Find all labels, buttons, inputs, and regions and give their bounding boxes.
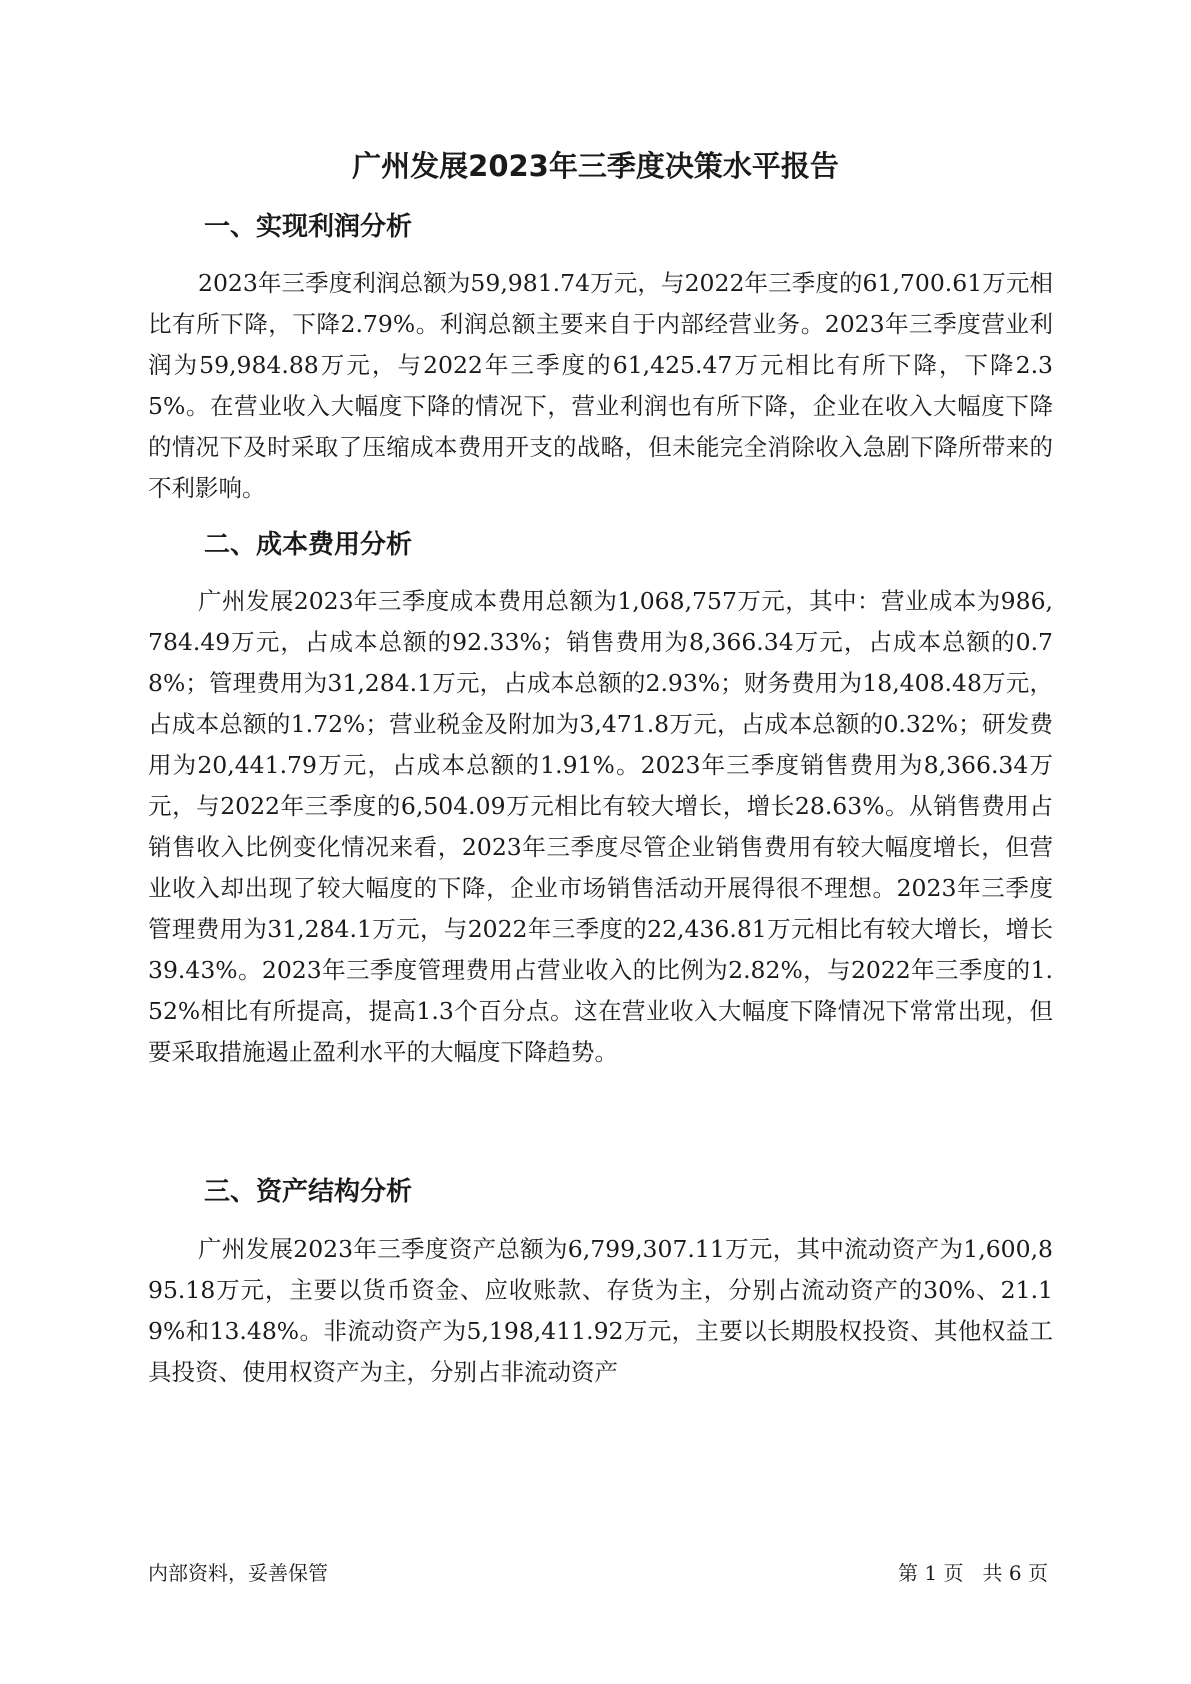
section-paragraph-profit: 2023年三季度利润总额为59,981.74万元，与2022年三季度的61,700.61万元相比有所下降，下降2.79%。利润总额主要来自于内部经营业务。2023年三季度营业利润为59,984.88万元，与2022年三季度的61,425.47万元相比有所下降，下降2.35%。在营业收入大幅度下降的情况下，营业利润也有所下降，企业在收入大幅度下降的情况下及时采取了压缩成本费用开支的战略，但未能完全消除收入急剧下降所带来的不利影响。: [148, 269, 1053, 502]
footer-confidential-note: 内部资料，妥善保管: [148, 1561, 328, 1585]
section-paragraph-assets: 广州发展2023年三季度资产总额为6,799,307.11万元，其中流动资产为1,600,895.18万元，主要以货币资金、应收账款、存货为主，分别占流动资产的30%、21.19%和13.48%。非流动资产为5,198,411.92万元，主要以长期股权投资、其他权益工具投资、使用权资产为主，分别占非流动资产: [148, 1235, 1053, 1386]
section-heading-cost: 二、成本费用分析: [204, 530, 413, 560]
section-heading-assets: 三、资产结构分析: [204, 1177, 413, 1207]
section-heading-profit: 一、实现利润分析: [204, 212, 413, 242]
section-paragraph-cost: 广州发展2023年三季度成本费用总额为1,068,757万元，其中：营业成本为986,784.49万元，占成本总额的92.33%；销售费用为8,366.34万元，占成本总额的0.78%；管理费用为31,284.1万元，占成本总额的2.93%；财务费用为18,408.48万元，占成本总额的1.72%；营业税金及附加为3,471.8万元，占成本总额的0.32%；研发费用为20,441.79万元，占成本总额的1.91%。2023年三季度销售费用为8,366.34万元，与2022年三季度的6,504.09万元相比有较大增长，增长28.63%。从销售费用占销售收入比例变化情况来看，2023年三季度尽管企业销售费用有较大幅度增长，但营业收入却出现了较大幅度的下降，企业市场销售活动开展得很不理想。2023年三季度管理费用为31,284.1万元，与2022年三季度的22,436.81万元相比有较大增长，增长39.43%。2023年三季度管理费用占营业收入的比例为2.82%，与2022年三季度的1.52%相比有所提高，提高1.3个百分点。这在营业收入大幅度下降情况下常常出现，但要采取措施遏止盈利水平的大幅度下降趋势。: [148, 587, 1053, 1066]
document-title: 广州发展2023年三季度决策水平报告: [352, 149, 839, 183]
footer-page-number: 第 1 页 共 6 页: [898, 1561, 1048, 1585]
